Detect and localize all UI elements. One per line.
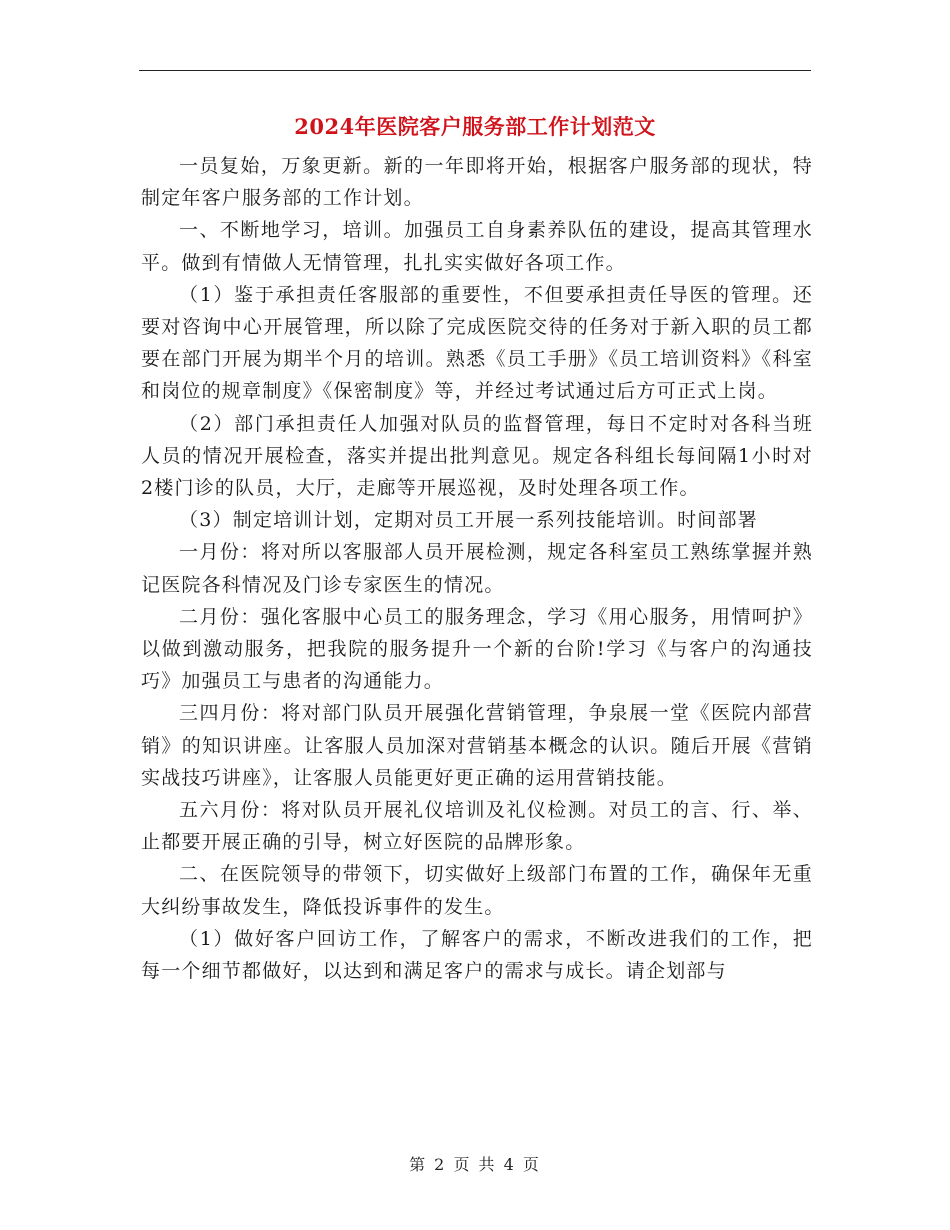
paragraph-item-1-2: （2）部门承担责任人加强对队员的监督管理，每日不定时对各科当班人员的情况开展检查，落实并提出批判意见。规定各科组长每间隔1小时对2楼门诊的队员，大厅，走廊等开展巡视，及时处理各项工作。 xyxy=(141,412,813,500)
paragraph-march-april: 三四月份：将对部门队员开展强化营销管理，争泉展一堂《医院内部营销》的知识讲座。让客服人员加深对营销基本概念的认识。随后开展《营销实战技巧讲座》，让客服人员能更好更正确的运用营销技能。 xyxy=(141,702,813,789)
paragraph-item-1-1: （1）鉴于承担责任客服部的重要性，不但要承担责任导医的管理。还要对咨询中心开展管理，所以除了完成医院交待的任务对于新入职的员工都要在部门开展为期半个月的培训。熟悉《员工手册》《员工培训资料》《科室和岗位的规章制度》《保密制度》等，并经过考试通过后方可正式上岗。 xyxy=(141,283,813,403)
header-rule xyxy=(139,70,811,71)
paragraph-february: 二月份：强化客服中心员工的服务理念，学习《用心服务，用情呵护》以做到激动服务，把我院的服务提升一个新的台阶!学习《与客户的沟通技巧》加强员工与患者的沟通能力。 xyxy=(141,605,813,693)
paragraph-item-1-3: （3）制定培训计划，定期对员工开展一系列技能培训。时间部署 xyxy=(179,509,758,532)
page-number: 第 2 页 共 4 页 xyxy=(409,1155,541,1174)
document-body xyxy=(141,150,813,987)
paragraph-may-june: 五六月份：将对队员开展礼仪培训及礼仪检测。对员工的言、行、举、止都要开展正确的引导，树立好医院的品牌形象。 xyxy=(141,799,813,854)
paragraph-section-1: 一、不断地学习，培训。加强员工自身素养队伍的建设，提高其管理水平。做到有情做人无情管理，扎扎实实做好各项工作。 xyxy=(141,219,813,274)
paragraph-january: 一月份：将对所以客服部人员开展检测，规定各科室员工熟练掌握并熟记医院各科情况及门诊专家医生的情况。 xyxy=(141,541,813,596)
document-title: 2024年医院客户服务部工作计划范文 xyxy=(294,114,656,139)
paragraph-item-2-1: （1）做好客户回访工作，了解客户的需求，不断改进我们的工作，把每一个细节都做好，以达到和满足客户的需求与成长。请企划部与 xyxy=(141,927,813,983)
paragraph-intro: 一员复始，万象更新。新的一年即将开始，根据客户服务部的现状，特制定年客户服务部的工作计划。 xyxy=(141,155,813,210)
paragraph-section-2: 二、在医院领导的带领下，切实做好上级部门布置的工作，确保年无重大纠纷事故发生，降低投诉事件的发生。 xyxy=(141,863,813,918)
